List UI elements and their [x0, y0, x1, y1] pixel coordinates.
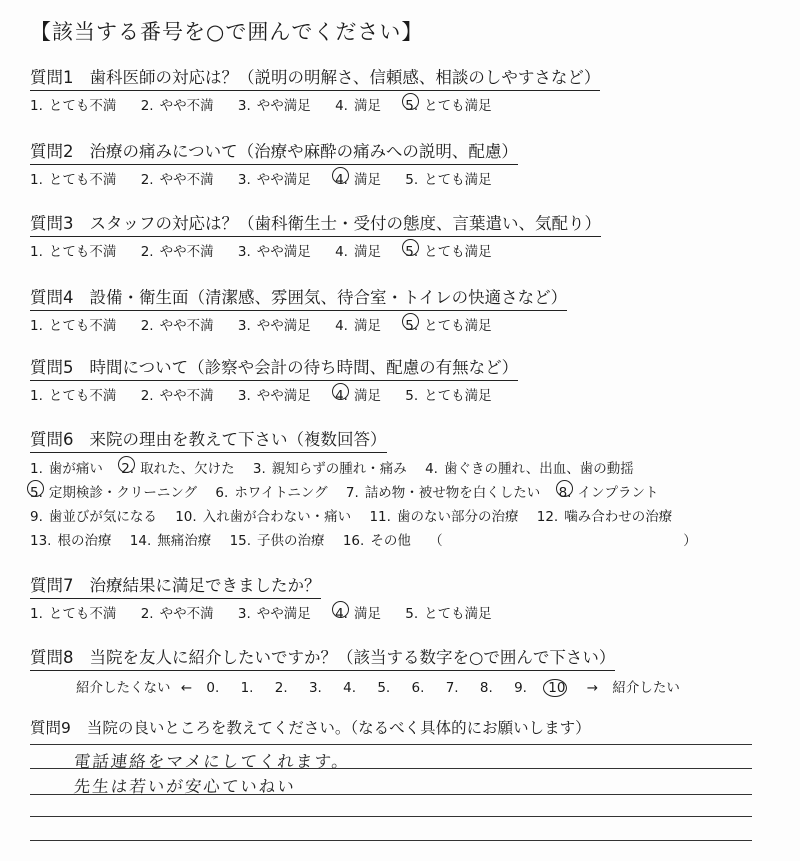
handwritten-answer-line-1: 電話連絡をマメにしてくれます。	[72, 752, 352, 771]
question-6-options-row-1	[30, 457, 697, 477]
question-8-text: 当院を友人に紹介したいですか？（該当する数字を○で囲んで下さい）	[89, 648, 616, 667]
question-8-title	[30, 644, 615, 671]
q5-option-2[interactable]: 2. やや不満	[140, 388, 214, 404]
q6-option-16[interactable]: 16. その他	[342, 533, 411, 549]
question-2-number: 質問2	[30, 142, 74, 161]
question-3-number: 質問3	[30, 214, 74, 233]
question-7	[30, 572, 512, 622]
question-4-number: 質問4	[30, 288, 74, 307]
question-6-options-row-2	[30, 481, 697, 501]
question-6	[30, 426, 697, 549]
selected-circle-mark	[332, 601, 349, 618]
question-5	[30, 354, 518, 404]
q4-option-4[interactable]: 4. 満足	[335, 318, 381, 334]
q3-option-1[interactable]: 1. とても不満	[30, 244, 117, 260]
answer-rule	[30, 816, 752, 817]
q6-option-3[interactable]: 3. 親知らずの腫れ・痛み	[252, 461, 407, 477]
question-7-number: 質問7	[30, 576, 74, 595]
question-9-title	[30, 716, 591, 738]
q6-option-6[interactable]: 6. ホワイトニング	[215, 485, 328, 501]
question-5-text: 時間について（診察や会計の待ち時間、配慮の有無など）	[89, 358, 519, 377]
question-8-number: 質問8	[30, 648, 74, 667]
q5-option-5[interactable]: 5. とても満足	[405, 388, 492, 404]
scale-0[interactable]: 0.	[206, 680, 220, 696]
other-close-paren: ）	[683, 533, 697, 549]
question-1	[30, 64, 600, 114]
q7-option-3[interactable]: 3. やや満足	[237, 606, 311, 622]
right-arrow-icon: →	[586, 680, 599, 696]
q2-option-4[interactable]: 4. 満足	[335, 168, 381, 188]
question-1-options	[30, 94, 600, 114]
question-6-options-row-4	[30, 529, 697, 549]
q5-option-4[interactable]: 4. 満足	[335, 384, 381, 404]
q4-option-5[interactable]: 5. とても満足	[405, 314, 491, 334]
question-1-title	[30, 64, 600, 91]
question-2-title	[30, 138, 518, 165]
scale-1[interactable]: 1.	[240, 680, 254, 696]
question-9-text: 当院の良いところを教えてください。（なるべく具体的にお願いします）	[86, 719, 591, 737]
q5-option-3[interactable]: 3. やや満足	[237, 388, 311, 404]
other-open-paren: （	[429, 533, 443, 549]
selected-circle-mark	[332, 383, 349, 400]
question-3	[30, 210, 601, 260]
scale-left-label: 紹介したくない	[76, 680, 171, 696]
question-2-options	[30, 168, 518, 188]
selected-circle-mark	[402, 313, 419, 330]
question-7-text: 治療結果に満足できましたか？	[89, 576, 321, 595]
q6-option-4[interactable]: 4. 歯ぐきの腫れ、出血、歯の動揺	[425, 461, 634, 477]
question-9	[30, 716, 591, 738]
q2-option-3[interactable]: 3. やや満足	[237, 172, 311, 188]
q7-option-2[interactable]: 2. やや不満	[140, 606, 214, 622]
question-8	[30, 644, 686, 696]
q3-option-4[interactable]: 4. 満足	[335, 244, 381, 260]
scale-right-label: 紹介したい	[612, 680, 680, 696]
q6-option-14[interactable]: 14. 無痛治療	[129, 533, 212, 549]
q1-option-4[interactable]: 4. 満足	[335, 98, 381, 114]
question-3-text: スタッフの対応は？（歯科衛生士・受付の態度、言葉遣い、気配り）	[89, 214, 601, 233]
q6-option-1[interactable]: 1. 歯が痛い	[30, 461, 103, 477]
q3-option-2[interactable]: 2. やや不満	[140, 244, 214, 260]
handwritten-answer-line-2: 先生は若いが安心ていねい	[72, 777, 297, 796]
question-7-title	[30, 572, 321, 599]
scale-5[interactable]: 5.	[377, 680, 391, 696]
q4-option-2[interactable]: 2. やや不満	[140, 318, 214, 334]
question-9-number: 質問9	[30, 719, 71, 737]
q4-option-3[interactable]: 3. やや満足	[237, 318, 311, 334]
q1-option-2[interactable]: 2. やや不満	[140, 98, 214, 114]
selected-circle-mark	[402, 239, 419, 256]
scale-8[interactable]: 8.	[479, 680, 493, 696]
q6-option-7[interactable]: 7. 詰め物・被せ物を白くしたい	[345, 485, 541, 501]
q3-option-5[interactable]: 5. とても満足	[405, 240, 491, 260]
q7-option-4[interactable]: 4. 満足	[335, 602, 381, 622]
question-7-options	[30, 602, 512, 622]
q7-option-1[interactable]: 1. とても不満	[30, 606, 117, 622]
q2-option-5[interactable]: 5. とても満足	[405, 172, 492, 188]
selected-circle-mark	[556, 480, 573, 497]
q6-option-15[interactable]: 15. 子供の治療	[229, 533, 325, 549]
question-4-title	[30, 284, 567, 311]
scale-10[interactable]: 10	[548, 680, 565, 696]
scale-6[interactable]: 6.	[411, 680, 425, 696]
selected-circle-mark	[27, 480, 44, 497]
instruction-header: 【該当する番号を○で囲んでください】	[30, 20, 424, 44]
q6-option-12[interactable]: 12. 噛み合わせの治療	[536, 509, 673, 525]
question-4-options	[30, 314, 567, 334]
scale-4[interactable]: 4.	[343, 680, 357, 696]
question-2-text: 治療の痛みについて（治療や麻酔の痛みへの説明、配慮）	[89, 142, 518, 161]
q1-option-5[interactable]: 5. とても満足	[405, 94, 491, 114]
question-5-title	[30, 354, 518, 381]
question-2	[30, 138, 518, 188]
q6-option-13[interactable]: 13. 根の治療	[30, 533, 112, 549]
q3-option-3[interactable]: 3. やや満足	[237, 244, 311, 260]
q5-option-1[interactable]: 1. とても不満	[30, 388, 117, 404]
question-5-number: 質問5	[30, 358, 74, 377]
q6-option-11[interactable]: 11. 歯のない部分の治療	[369, 509, 519, 525]
question-6-options-row-3	[30, 505, 697, 525]
q2-option-1[interactable]: 1. とても不満	[30, 172, 117, 188]
question-4-text: 設備・衛生面（清潔感、雰囲気、待合室・トイレの快適さなど）	[89, 288, 568, 307]
scale-3[interactable]: 3.	[308, 680, 322, 696]
q1-option-1[interactable]: 1. とても不満	[30, 98, 117, 114]
question-4	[30, 284, 567, 334]
question-1-number: 質問1	[30, 68, 74, 87]
answer-rule	[30, 840, 752, 841]
q2-option-2[interactable]: 2. やや不満	[140, 172, 214, 188]
question-6-title	[30, 426, 387, 453]
q6-option-2[interactable]: 2. 取れた、欠けた	[121, 457, 234, 477]
selected-circle-mark	[332, 167, 349, 184]
q6-option-9[interactable]: 9. 歯並びが気になる	[30, 509, 157, 525]
selected-circle-mark	[402, 93, 419, 110]
question-6-text: 来院の理由を教えて下さい（複数回答）	[89, 430, 387, 449]
scale-2[interactable]: 2.	[274, 680, 288, 696]
q7-option-5[interactable]: 5. とても満足	[405, 606, 492, 622]
scale-9[interactable]: 9.	[514, 680, 527, 696]
q4-option-1[interactable]: 1. とても不満	[30, 318, 117, 334]
answer-rule	[30, 744, 752, 745]
q6-option-10[interactable]: 10. 入れ歯が合わない・痛い	[175, 509, 352, 525]
q6-option-5[interactable]: 5. 定期検診・クリーニング	[30, 481, 197, 501]
question-3-title	[30, 210, 601, 237]
left-arrow-icon: ←	[180, 680, 193, 696]
recommend-scale	[76, 676, 686, 696]
scale-7[interactable]: 7.	[445, 680, 459, 696]
selected-circle-mark	[118, 456, 135, 473]
question-6-number: 質問6	[30, 430, 74, 449]
question-1-text: 歯科医師の対応は？（説明の明解さ、信頼感、相談のしやすさなど）	[89, 68, 601, 87]
q6-option-8[interactable]: 8. インプラント	[559, 481, 659, 501]
q1-option-3[interactable]: 3. やや満足	[237, 98, 311, 114]
question-5-options	[30, 384, 518, 404]
question-3-options	[30, 240, 601, 260]
